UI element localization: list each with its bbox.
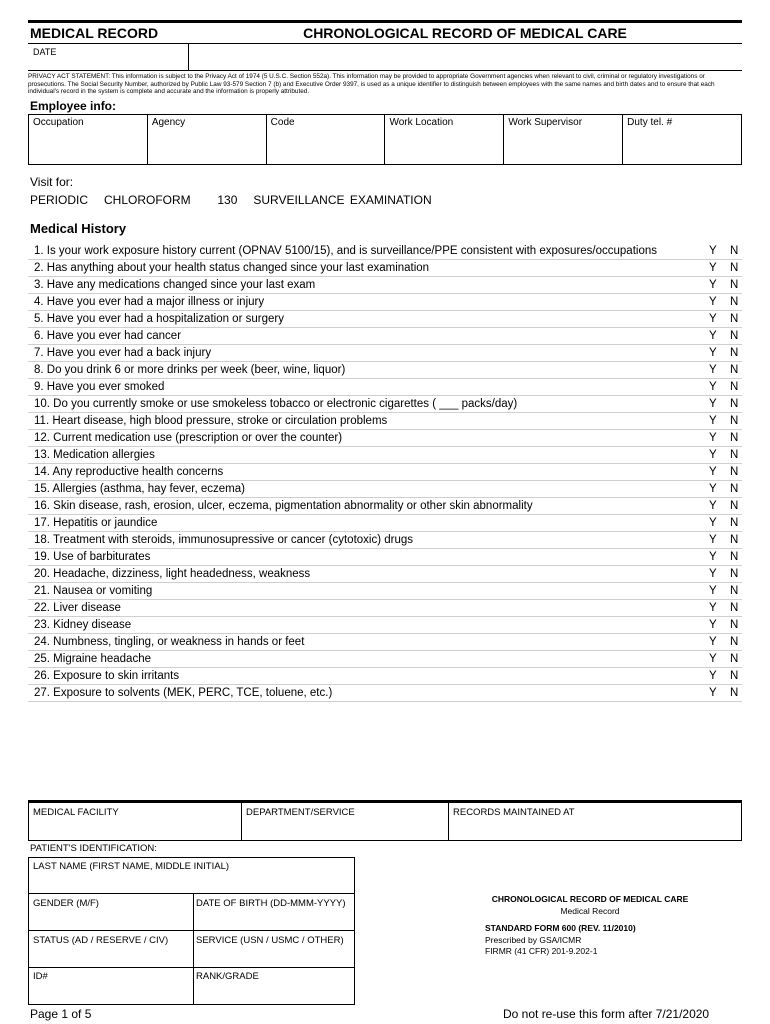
no-option[interactable]: N [730,262,739,274]
work-supervisor-field[interactable]: Work Supervisor [504,115,623,164]
yes-option[interactable]: Y [709,653,717,665]
yes-option[interactable]: Y [709,296,717,308]
form-name: CHRONOLOGICAL RECORD OF MEDICAL CARE [491,894,689,904]
service-field[interactable]: SERVICE (USN / USMC / OTHER) [196,935,344,946]
no-option[interactable]: N [730,296,739,308]
question-text: 23. Kidney disease [34,619,132,631]
question-text: 14. Any reproductive health concerns [34,466,224,478]
duty-tel-field[interactable]: Duty tel. # [627,117,673,128]
code-field[interactable]: Code [267,115,386,164]
yes-option[interactable]: Y [709,483,717,495]
yes-option[interactable]: Y [709,313,717,325]
question-text: 18. Treatment with steroids, immunosupressive or cancer (cytotoxic) drugs [34,534,414,546]
date-label: DATE [33,47,57,57]
no-option[interactable]: N [730,245,739,257]
medical-history-question [28,345,742,362]
medical-history-question [28,549,742,566]
department-service-field[interactable]: DEPARTMENT/SERVICE [242,803,449,840]
medical-history-question [28,634,742,651]
yes-option[interactable]: Y [709,330,717,342]
firmr-reference: FIRMR (41 CFR) 201-9.202-1 [485,946,598,956]
yes-option[interactable]: Y [709,551,717,563]
medical-history-question [28,685,742,702]
medical-history-list [28,243,742,702]
no-option[interactable]: N [730,279,739,291]
last-name-field[interactable]: LAST NAME (FIRST NAME, MIDDLE INITIAL) [33,861,230,872]
question-text: 21. Nausea or vomiting [34,585,153,597]
yes-option[interactable]: Y [709,466,717,478]
no-option[interactable]: N [730,568,739,580]
question-text: 6. Have you ever had cancer [34,330,182,342]
no-option[interactable]: N [730,483,739,495]
work-location-field[interactable]: Work Location [385,115,504,164]
yes-option[interactable]: Y [709,262,717,274]
question-text: 8. Do you drink 6 or more drinks per week (beer, wine, liquor) [34,364,346,376]
patient-identification-table [28,857,355,1005]
visit-label: Visit for: [30,175,74,189]
question-text: 20. Headache, dizziness, light headedness, weakness [34,568,311,580]
form-main-title: CHRONOLOGICAL RECORD OF MEDICAL CARE [303,25,627,41]
medical-history-question [28,617,742,634]
no-option[interactable]: N [730,466,739,478]
question-text: 4. Have you ever had a major illness or injury [34,296,265,308]
yes-option[interactable]: Y [709,636,717,648]
medical-history-question [28,413,742,430]
medical-history-question [28,277,742,294]
medical-history-question [28,651,742,668]
yes-option[interactable]: Y [709,517,717,529]
no-option[interactable]: N [730,619,739,631]
medical-history-question [28,668,742,685]
question-text: 15. Allergies (asthma, hay fever, eczema) [34,483,245,495]
yes-option[interactable]: Y [709,585,717,597]
rank-grade-field[interactable]: RANK/GRADE [196,971,259,982]
question-text: 11. Heart disease, high blood pressure, stroke or circulation problems [34,415,388,427]
no-option[interactable]: N [730,398,739,410]
no-option[interactable]: N [730,381,739,393]
date-row-divider [188,70,742,71]
no-option[interactable]: N [730,653,739,665]
medical-history-question [28,566,742,583]
medical-history-question [28,583,742,600]
status-field[interactable]: STATUS (AD / RESERVE / CIV) [33,935,169,946]
no-option[interactable]: N [730,415,739,427]
yes-option[interactable]: Y [709,279,717,291]
records-maintained-field[interactable]: RECORDS MAINTAINED AT [453,807,575,818]
gender-field[interactable]: GENDER (M/F) [33,898,99,909]
no-option[interactable]: N [730,364,739,376]
medical-history-question [28,243,742,260]
yes-option[interactable]: Y [709,687,717,699]
yes-option[interactable]: Y [709,534,717,546]
yes-option[interactable]: Y [709,432,717,444]
yes-option[interactable]: Y [709,245,717,257]
form-category-title: MEDICAL RECORD [30,25,159,41]
question-text: 16. Skin disease, rash, erosion, ulcer, eczema, pigmentation abnormality or other skin abnormality [34,500,533,512]
no-option[interactable]: N [730,670,739,682]
no-option[interactable]: N [730,602,739,614]
no-option[interactable]: N [730,534,739,546]
employee-info-title: Employee info: [30,99,117,113]
no-option[interactable]: N [730,330,739,342]
prescribed-by: Prescribed by GSA/ICMR [485,935,582,945]
page-number: Page 1 of 5 [30,1007,92,1021]
question-text: 2. Has anything about your health status changed since your last examination [34,262,430,274]
question-text: 10. Do you currently smoke or use smokeless tobacco or electronic cigarettes ( ___ packs/day) [34,398,518,410]
question-text: 22. Liver disease [34,602,121,614]
medical-history-question [28,515,742,532]
yes-option[interactable]: Y [709,449,717,461]
medical-history-question [28,600,742,617]
medical-history-question [28,481,742,498]
medical-history-question [28,294,742,311]
header-top-rule [28,20,742,23]
no-option[interactable]: N [730,449,739,461]
yes-option[interactable]: Y [709,602,717,614]
no-option[interactable]: N [730,551,739,563]
no-option[interactable]: N [730,585,739,597]
question-text: 17. Hepatitis or jaundice [34,517,158,529]
no-option[interactable]: N [730,636,739,648]
question-text: 3. Have any medications changed since your last exam [34,279,316,291]
question-text: 24. Numbness, tingling, or weakness in hands or feet [34,636,305,648]
question-text: 27. Exposure to solvents (MEK, PERC, TCE, toluene, etc.) [34,687,333,699]
yes-option[interactable]: Y [709,347,717,359]
yes-option[interactable]: Y [709,381,717,393]
yes-option[interactable]: Y [709,568,717,580]
medical-history-question [28,532,742,549]
question-text: 1. Is your work exposure history current (OPNAV 5100/15), and is surveillance/PPE consistent with exposures/occupations [34,245,657,257]
question-text: 25. Migraine headache [34,653,151,665]
yes-option[interactable]: Y [709,500,717,512]
no-option[interactable]: N [730,347,739,359]
medical-history-question [28,311,742,328]
agency-field[interactable]: Agency [148,115,267,164]
question-text: 12. Current medication use (prescription or over the counter) [34,432,343,444]
medical-history-question [28,362,742,379]
pid-row-divider [29,893,354,894]
employee-info-table [28,114,742,165]
medical-history-question [28,430,742,447]
question-text: 7. Have you ever had a back injury [34,347,212,359]
pid-column-divider [193,893,194,1005]
medical-history-question [28,396,742,413]
patient-identification-label: PATIENT'S IDENTIFICATION: [30,843,157,854]
question-text: 13. Medication allergies [34,449,155,461]
yes-option[interactable]: Y [709,398,717,410]
medical-history-question [28,260,742,277]
yes-option[interactable]: Y [709,619,717,631]
medical-facility-field[interactable]: MEDICAL FACILITY [29,803,242,840]
medical-history-question [28,464,742,481]
form-subtitle: Medical Record [560,906,620,916]
privacy-act-statement: PRIVACY ACT STATEMENT: This information is subject to the Privacy Act of 1974 (5 U.S.C. Section 552a). This information may be provided to appropriate Government agencies when relevant to civil, criminal or regulatory investigations or prosecutions. The Social Security Number, authorized by Public Law 93-579 Section 7 (b) and Executive Order 9397, is used as a unique identifier to distinguish between employees with the same names and birth dates and to ensure that each individual's record in the system is complete and accurate and the information is properly attributed. [28,73,715,96]
yes-option[interactable]: Y [709,415,717,427]
pid-row-divider [29,930,354,931]
medical-history-question [28,447,742,464]
question-text: 26. Exposure to skin irritants [34,670,180,682]
medical-history-title: Medical History [30,221,127,236]
no-option[interactable]: N [730,500,739,512]
medical-history-question [28,328,742,345]
date-of-birth-field[interactable]: DATE OF BIRTH (DD-MMM-YYYY) [196,898,346,909]
question-text: 9. Have you ever smoked [34,381,165,393]
no-option[interactable]: N [730,687,739,699]
pid-row-divider [29,967,354,968]
reuse-notice: Do not re-use this form after 7/21/2020 [503,1007,710,1021]
no-option[interactable]: N [730,432,739,444]
yes-option[interactable]: Y [709,364,717,376]
visit-value: PERIODIC CHLOROFORM 130 SURVEILLANCE EXAMINATION [30,193,432,207]
question-text: 5. Have you ever had a hospitalization or surgery [34,313,284,325]
id-field[interactable]: ID# [33,971,48,982]
medical-history-question [28,498,742,515]
standard-form-number: STANDARD FORM 600 (REV. 11/2010) [485,923,636,933]
facility-table [28,803,742,841]
occupation-field[interactable]: Occupation [29,115,148,164]
no-option[interactable]: N [730,313,739,325]
medical-history-question [28,379,742,396]
question-text: 19. Use of barbiturates [34,551,151,563]
yes-option[interactable]: Y [709,670,717,682]
no-option[interactable]: N [730,517,739,529]
